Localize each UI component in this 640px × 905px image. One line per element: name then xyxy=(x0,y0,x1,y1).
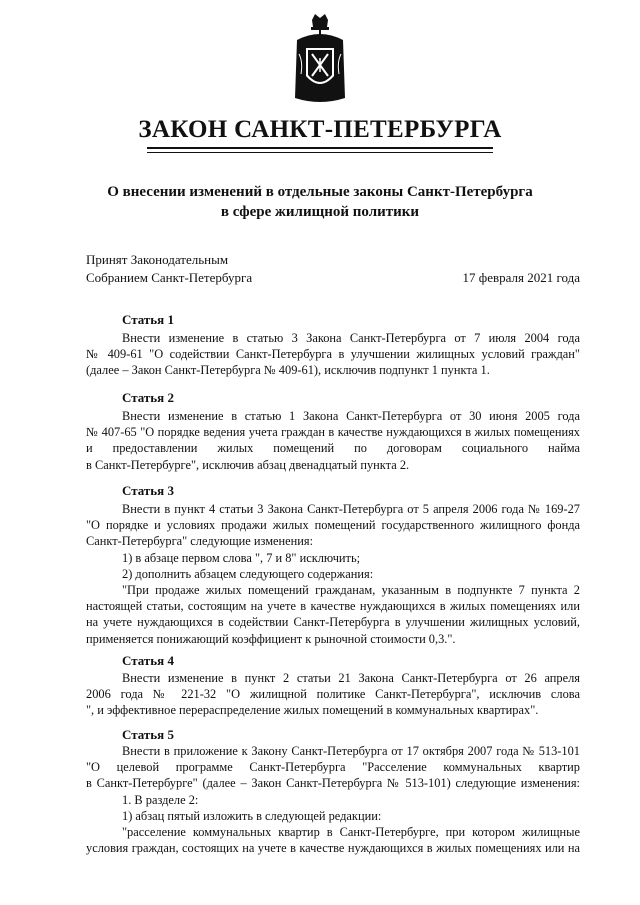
text-line: "О порядке и условиях продажи жилых помещений государственного жилищного фонда xyxy=(86,518,580,533)
text-line: Внести в приложение к Закону Санкт-Петербурга от 17 октября 2007 года № 513-101 xyxy=(122,744,580,758)
text-line: 1) абзац пятый изложить в следующей редакции: xyxy=(122,808,382,823)
text-line: Внести изменение в пункт 2 статьи 21 Закона Санкт-Петербурга от 26 апреля xyxy=(122,671,580,685)
coat-of-arms-emblem xyxy=(293,14,347,106)
adoption-date: 17 февраля 2021 года xyxy=(462,270,580,285)
text-line: в Санкт-Петербурге", исключив абзац двенадцатый пункта 2. xyxy=(86,457,410,472)
text-line: (далее – Закон Санкт-Петербурга № 409-61), исключив подпункт 1 пункта 1. xyxy=(86,363,490,378)
title-underline xyxy=(147,147,493,149)
article-body xyxy=(86,670,580,719)
article-body xyxy=(86,408,580,473)
text-line: 2006 года № 221-32 "О жилищной политике Санкт-Петербурга", исключив слова xyxy=(86,687,580,702)
article-heading: Статья 2 xyxy=(122,390,174,405)
text-line: ", и эффективное перераспределение жилых помещений в коммунальных квартирах". xyxy=(86,703,539,718)
text-line: 1) в абзаце первом слова ", 7 и 8" исключить; xyxy=(122,550,361,565)
text-line: № 409-61 "О содействии Санкт-Петербурга в улучшении жилищных условий граждан" xyxy=(86,347,580,362)
article-heading: Статья 1 xyxy=(122,312,174,327)
text-line: на учете нуждающихся в содействии Санкт-Петербурга в улучшении жилищных условий, xyxy=(86,615,580,630)
law-subtitle xyxy=(0,182,640,222)
text-line: "расселение коммунальных квартир в Санкт-Петербурге, при котором жилищные xyxy=(122,825,580,840)
article-body xyxy=(86,330,580,379)
text-line: 2) дополнить абзацем следующего содержания: xyxy=(122,566,374,581)
text-line: 1. В разделе 2: xyxy=(122,792,199,807)
text-line: настоящей статьи, состоящим на учете в качестве нуждающихся в жилых помещениях или xyxy=(86,599,580,614)
text-line: в Санкт-Петербурге" (далее – Закон Санкт-Петербурга № 513-101) следующие изменения: xyxy=(86,776,580,791)
text-line: Внести в пункт 4 статьи 3 Закона Санкт-Петербурга от 5 апреля 2006 года № 169-27 xyxy=(122,502,580,516)
text-line: применяется понижающий коэффициент к рыночной стоимости 0,3.". xyxy=(86,631,456,646)
adoption-line: Принят Законодательным xyxy=(86,252,229,267)
text-line: "При продаже жилых помещений гражданам, указанным в подпункте 7 пункта 2 xyxy=(122,583,580,598)
text-line: "О целевой программе Санкт-Петербурга "Расселение коммунальных квартир xyxy=(86,760,580,775)
article-heading: Статья 3 xyxy=(122,483,174,498)
adoption-statement xyxy=(86,251,252,287)
subtitle-line: в сфере жилищной политики xyxy=(220,204,420,220)
text-line: Санкт-Петербурга" следующие изменения: xyxy=(86,534,314,549)
subtitle-line: О внесении изменений в отдельные законы Санкт-Петербурга xyxy=(107,184,533,200)
text-line: условия граждан, состоящих на учете в качестве нуждающихся в жилых помещениях или на xyxy=(86,841,580,856)
title-underline-thin xyxy=(147,152,493,153)
text-line: № 407-65 "О порядке ведения учета граждан в качестве нуждающихся в жилых помещениях xyxy=(86,425,580,440)
text-line: Внести изменение в статью 3 Закона Санкт-Петербурга от 7 июля 2004 года xyxy=(122,331,580,345)
adoption-line: Собранием Санкт-Петербурга xyxy=(86,270,253,285)
article-body xyxy=(86,501,580,647)
text-line: Внести изменение в статью 1 Закона Санкт-Петербурга от 30 июня 2005 года xyxy=(122,409,580,423)
article-body xyxy=(86,743,580,856)
law-title: ЗАКОН САНКТ-ПЕТЕРБУРГА xyxy=(138,116,502,143)
text-line: и предоставлении жилых помещений по договорам социального найма xyxy=(86,441,580,456)
article-heading: Статья 5 xyxy=(122,727,174,742)
article-heading: Статья 4 xyxy=(122,653,174,668)
